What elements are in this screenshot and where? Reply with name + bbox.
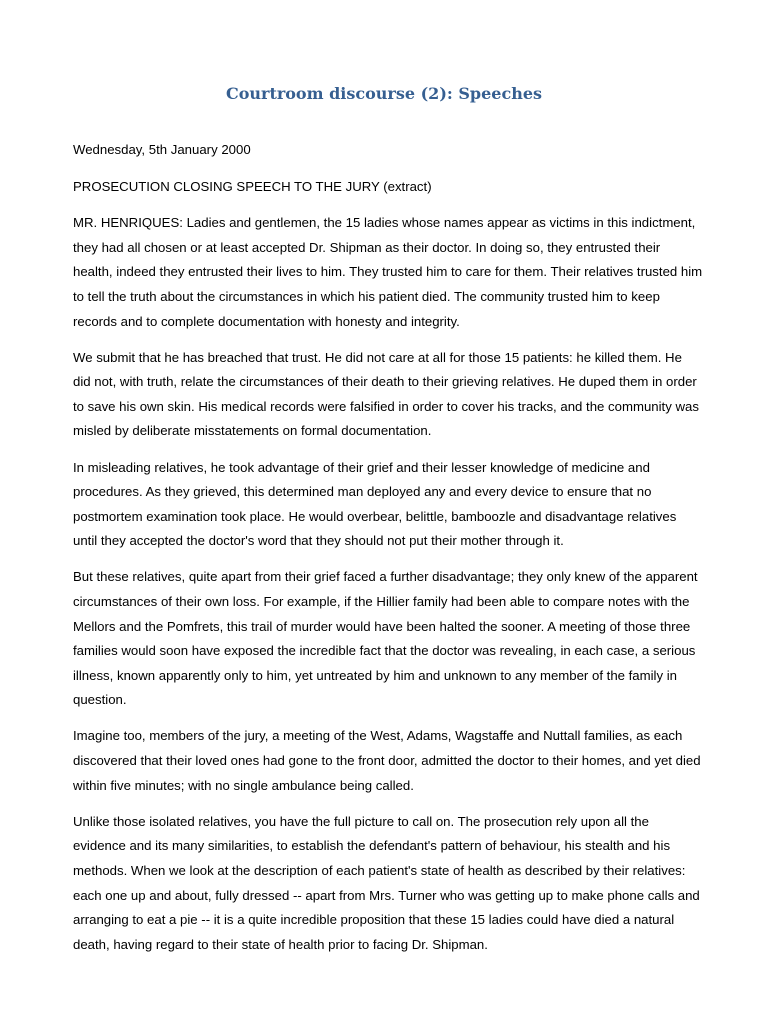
body-paragraph: In misleading relatives, he took advantage of their grief and their lesser knowledge of medicine and procedures. As they grieved, this determined man deployed any and every device to ensure that no postmortem examination took place. He would overbear, belittle, bamboozle and disadvantage relatives until they accepted the doctor's word that they should not put their mother through it.	[73, 459, 677, 549]
body-paragraph: But these relatives, quite apart from their grief faced a further disadvantage; they only knew of the apparent circumstances of their own loss. For example, if the Hillier family had been able to compare notes with the Mellors and the Pomfrets, this trail of murder would have been halted the sooner. A meeting of those three families would soon have exposed the incredible fact that the doctor was revealing, in each case, a serious illness, known apparently only to him, yet untreated by him and unknown to any member of the family in question.	[73, 569, 698, 708]
body-paragraph: Imagine too, members of the jury, a meeting of the West, Adams, Wagstaffe and Nuttall families, as each discovered that their loved ones had gone to the front door, admitted the doctor to their homes, and yet died within five minutes; with no single ambulance being called.	[73, 728, 701, 793]
document-body	[73, 138, 703, 969]
body-paragraph: Unlike those isolated relatives, you have the full picture to call on. The prosecution rely upon all the evidence and its many similarities, to establish the defendant's pattern of behaviour, his stealth and his methods. When we look at the description of each patient's state of health as described by their relatives: each one up and about, fully dressed -- apart from Mrs. Turner who was getting up to make phone calls and arranging to eat a pie -- it is a quite incredible proposition that these 15 ladies could have died a natural death, having regard to their state of health prior to facing Dr. Shipman.	[73, 813, 700, 952]
document-title: Courtroom discourse (2): Speeches	[225, 84, 543, 103]
section-heading: PROSECUTION CLOSING SPEECH TO THE JURY (extract)	[73, 178, 432, 194]
body-paragraph: MR. HENRIQUES: Ladies and gentlemen, the 15 ladies whose names appear as victims in this indictment, they had all chosen or at least accepted Dr. Shipman as their doctor. In doing so, they entrusted their health, indeed they entrusted their lives to him. They trusted him to care for them. Their relatives trusted him to tell the truth about the circumstances in which his patient died. The community trusted him to keep records and to complete documentation with honesty and integrity.	[73, 215, 703, 329]
document-date: Wednesday, 5th January 2000	[73, 142, 251, 157]
body-paragraph: We submit that he has breached that trust. He did not care at all for those 15 patients: he killed them. He did not, with truth, relate the circumstances of their death to their grieving relatives. He duped them in order to save his own skin. His medical records were falsified in order to cover his tracks, and the community was misled by deliberate misstatements on formal documentation.	[73, 349, 699, 439]
